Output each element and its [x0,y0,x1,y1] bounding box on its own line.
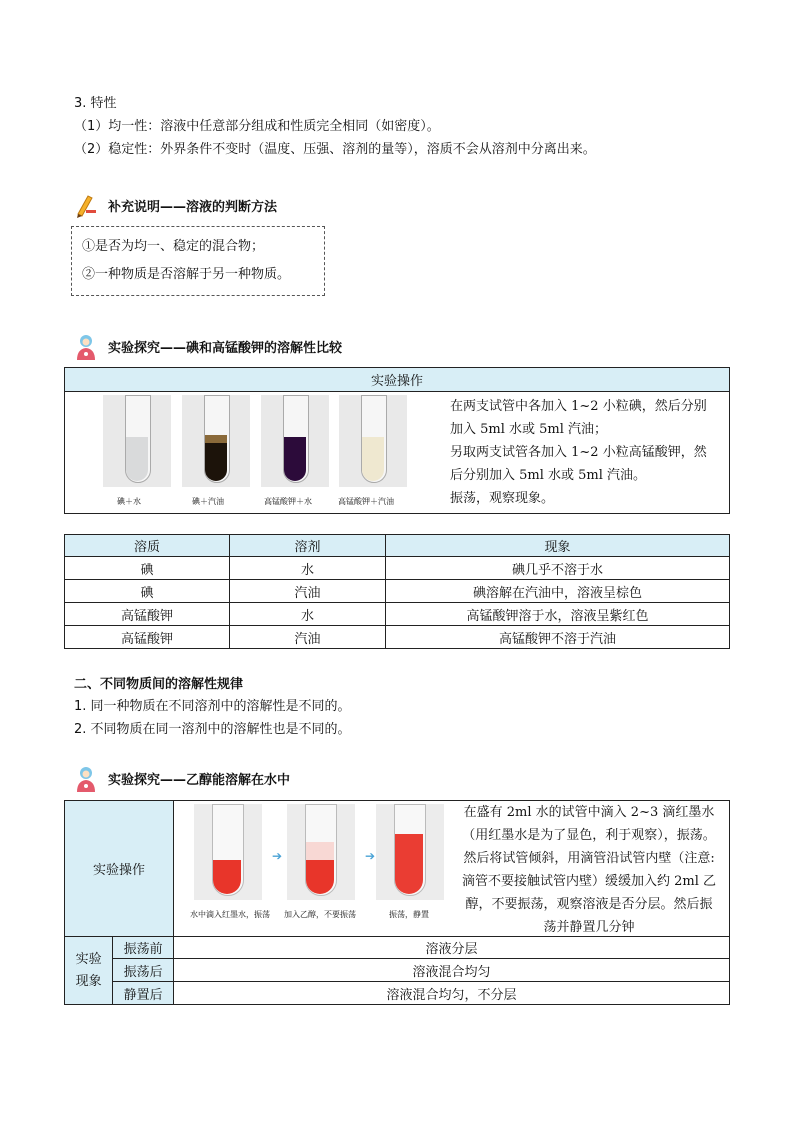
tube-photo-red-1 [194,804,262,900]
exp2-caption-1: 水中滴入红墨水，振荡 [190,910,270,919]
cell-solvent: 水 [230,557,386,580]
tube-caption-2: 碘＋汽油 [192,497,224,506]
table-row [65,626,730,649]
cell-phenomenon: 碘几乎不溶于水 [386,557,730,580]
exp2-op-label: 实验操作 [65,801,174,937]
section2-title: 二、不同物质间的溶解性规律 [74,677,244,692]
tube-photo-red-2 [287,804,355,900]
supplement-box [71,226,325,296]
col-header-solute: 溶质 [65,535,230,557]
section-heading: 3. 特性 [74,96,117,111]
tube-photo-2 [182,395,250,487]
cell-stage: 振荡后 [113,959,174,982]
property-item-1: （1）均一性：溶液中任意部分组成和性质完全相同（如密度）。 [74,119,440,134]
section2-item-1: 1. 同一种物质在不同溶剂中的溶解性是不同的。 [74,699,351,714]
tube-caption-1: 碘＋水 [117,497,141,506]
table-row [65,580,730,603]
exp1-title: 实验探究——碘和高锰酸钾的溶解性比较 [108,340,343,356]
cell-result: 溶液混合均匀 [174,959,730,982]
cell-solute: 高锰酸钾 [65,603,230,626]
exp2-text-line: 然后将试管倾斜，用滴管沿试管内壁（注意: [463,851,715,866]
cell-solvent: 水 [230,603,386,626]
exp2-title: 实验探究——乙醇能溶解在水中 [108,772,291,788]
section2-item-2: 2. 不同物质在同一溶剂中的溶解性也是不同的。 [74,722,351,737]
exp1-text-line: 振荡，观察现象。 [450,491,555,506]
cell-solvent: 汽油 [230,580,386,603]
exp2-text-line: （用红墨水是为了显色，利于观察），振荡。 [462,828,716,843]
exp1-op-header: 实验操作 [65,368,730,392]
cell-result: 溶液混合均匀，不分层 [174,982,730,1005]
exp1-description [450,395,707,510]
exp2-table [64,800,730,1005]
table-row [65,937,730,959]
exp1-op-cell [65,392,730,514]
exp1-operation-table [64,367,730,514]
exp1-text-line: 后分别加入 5ml 水或 5ml 汽油。 [450,468,647,483]
exp2-text-line: 滴管不要接触试管内壁）缓缓加入约 2ml 乙 [462,874,717,889]
exp2-phen-label [65,937,113,1005]
exp2-caption-2: 加入乙醇，不要振荡 [284,910,356,919]
cell-solute: 碘 [65,580,230,603]
scientist-icon [74,765,98,791]
arrow-icon: ➔ [272,849,283,863]
arrow-icon: ➔ [365,849,376,863]
cell-phenomenon: 高锰酸钾不溶于汽油 [386,626,730,649]
exp1-text-line: 在两支试管中各加入 1~2 小粒碘，然后分别 [450,399,707,414]
exp1-header [74,333,342,359]
exp2-description [462,801,716,939]
table-row [65,982,730,1005]
cell-result: 溶液分层 [174,937,730,959]
exp2-text-line: 在盛有 2ml 水的试管中滴入 2~3 滴红墨水 [463,805,715,820]
tube-photo-1 [103,395,171,487]
tube-caption-3: 高锰酸钾＋水 [264,497,312,506]
exp2-op-cell [174,801,730,937]
exp2-text-line: 醇，不要振荡，观察溶液是否分层。然后振 [465,897,713,912]
supplement-line-2: ②一种物质是否溶解于另一种物质。 [82,267,291,282]
property-item-2: （2）稳定性：外界条件不变时（温度、压强、溶剂的量等），溶质不会从溶剂中分离出来。 [74,142,596,157]
phen-label-line: 实验 [75,951,102,967]
table-row [65,959,730,982]
tube-caption-4: 高锰酸钾＋汽油 [338,497,394,506]
table-row [65,603,730,626]
exp2-text-line: 荡并静置几分钟 [543,920,635,935]
cell-stage: 振荡前 [113,937,174,959]
exp1-text-line: 加入 5ml 水或 5ml 汽油； [450,422,608,437]
scientist-icon [74,333,98,359]
col-header-solvent: 溶剂 [230,535,386,557]
cell-solvent: 汽油 [230,626,386,649]
table-row [65,557,730,580]
tube-photo-red-3 [376,804,444,900]
cell-stage: 静置后 [113,982,174,1005]
exp2-caption-3: 振荡，静置 [389,910,429,919]
col-header-phenomenon: 现象 [386,535,730,557]
exp1-result-table [64,534,730,649]
supplement-title: 补充说明——溶液的判断方法 [108,199,278,215]
pen-icon [74,192,98,218]
phen-label-line: 现象 [75,973,102,989]
tube-photo-4 [339,395,407,487]
cell-solute: 碘 [65,557,230,580]
cell-phenomenon: 碘溶解在汽油中，溶液呈棕色 [386,580,730,603]
cell-solute: 高锰酸钾 [65,626,230,649]
cell-phenomenon: 高锰酸钾溶于水，溶液呈紫红色 [386,603,730,626]
supplement-line-1: ①是否为均一、稳定的混合物； [82,239,265,254]
supplement-header [74,192,277,218]
tube-photo-3 [261,395,329,487]
exp1-text-line: 另取两支试管各加入 1~2 小粒高锰酸钾，然 [450,445,707,460]
exp2-header [74,765,290,791]
